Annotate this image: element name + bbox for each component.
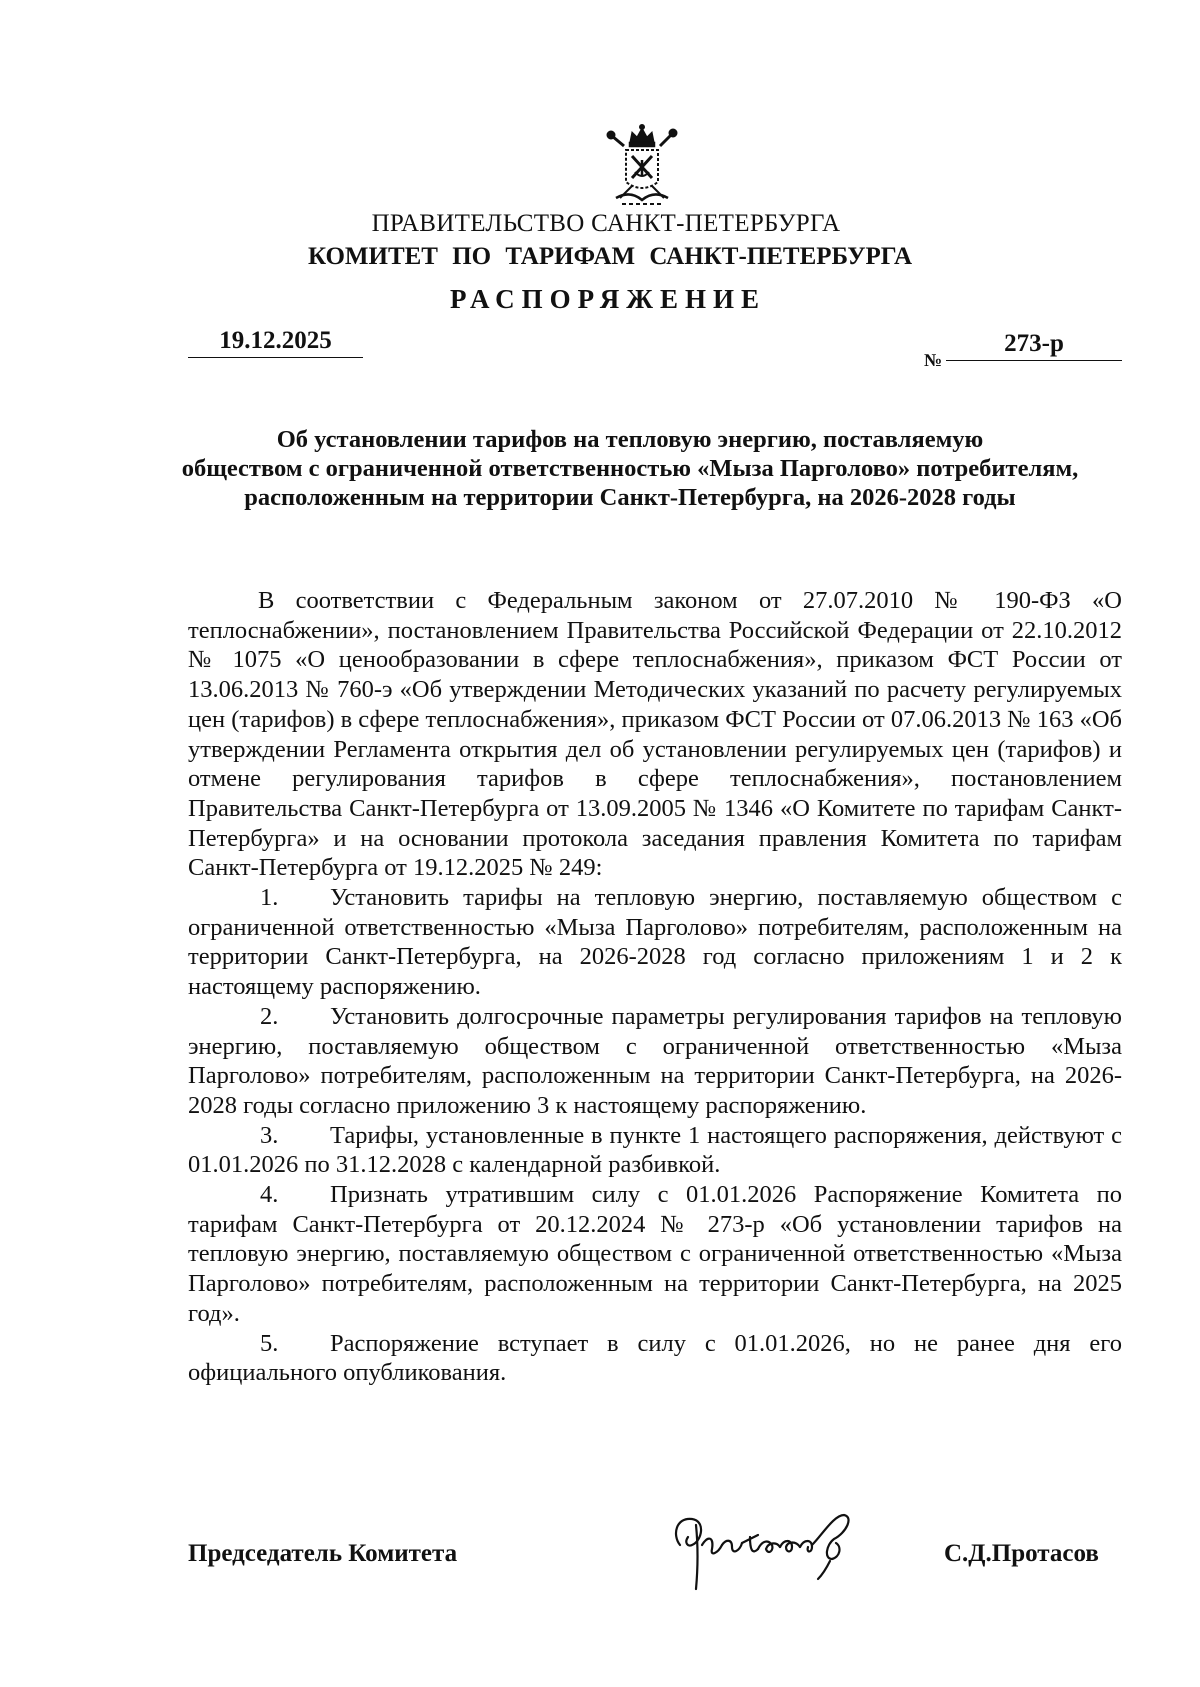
spb-coat-of-arms-icon — [602, 120, 682, 210]
item-text: Признать утратившим силу с 01.01.2026 Распоряжение Комитета по тарифам Санкт-Петербурга от 20.12.2024 № 273-р «Об установлении тарифов на тепловую энергию, поставляемую обществом с ограниченной ответственностью «Мыза Парголово» потребителям, расположенным на территории Санкт-Петербурга, на 2025 год». — [188, 1181, 1122, 1327]
signer-position: Председатель Комитета — [188, 1540, 458, 1567]
list-item — [188, 883, 1122, 1002]
document-title — [150, 425, 1110, 512]
document-number: 273-р — [946, 330, 1122, 361]
item-number: 2. — [260, 1002, 279, 1030]
list-item — [188, 1180, 1122, 1329]
title-line: Об установлении тарифов на тепловую энергию, поставляемую — [276, 426, 984, 453]
item-number: 4. — [260, 1181, 279, 1209]
government-heading: ПРАВИТЕЛЬСТВО САНКТ-ПЕТЕРБУРГА — [371, 210, 841, 237]
item-number: 3. — [260, 1121, 279, 1149]
document-body — [188, 586, 1122, 1388]
document-date: 19.12.2025 — [188, 327, 363, 358]
document-type-heading: РАСПОРЯЖЕНИЕ — [449, 284, 767, 314]
preamble-paragraph: В соответствии с Федеральным законом от 27.07.2010 № 190-ФЗ «О теплоснабжении», постановлением Правительства Российской Федерации от 22.10.2012 № 1075 «О ценообразовании в сфере теплоснабжения», приказом ФСТ России от 13.06.2013 № 760-э «Об утверждении Методических указаний по расчету регулируемых цен (тарифов) в сфере теплоснабжения», приказом ФСТ России от 07.06.2013 № 163 «Об утверждении Регламента открытия дел об установлении регулируемых цен (тарифов) и отмене регулирования тарифов в сфере теплоснабжения», постановлением Правительства Санкт-Петербурга от 13.09.2005 № 1346 «О Комитете по тарифам Санкт-Петербурга» и на основании протокола заседания правления Комитета по тарифам Санкт-Петербурга от 19.12.2025 № 249: — [188, 587, 1122, 882]
title-line: расположенным на территории Санкт-Петербурга, на 2026-2028 годы — [244, 484, 1016, 511]
item-text: Установить долгосрочные параметры регулирования тарифов на тепловую энергию, поставляемую обществом с ограниченной ответственностью «Мыза Парголово» потребителям, расположенным на территории Санкт-Петербурга, на 2026-2028 годы согласно приложению 3 к настоящему распоряжению. — [188, 1002, 1122, 1119]
list-item — [188, 1329, 1122, 1388]
list-item — [188, 1121, 1122, 1180]
item-text: Тарифы, установленные в пункте 1 настоящего распоряжения, действуют с 01.01.2026 по 31.12.2028 с календарной разбивкой. — [188, 1121, 1122, 1179]
item-text: Установить тарифы на тепловую энергию, поставляемую обществом с ограниченной ответственностью «Мыза Парголово» потребителям, расположенным на территории Санкт-Петербурга, на 2026-2028 год согласно приложениям 1 и 2 к настоящему распоряжению. — [188, 884, 1122, 1001]
signer-name: С.Д.Протасов — [944, 1540, 1099, 1567]
item-number: 5. — [260, 1329, 279, 1357]
list-item — [188, 1002, 1122, 1121]
title-line: обществом с ограниченной ответственностью «Мыза Парголово» потребителям, — [181, 455, 1079, 482]
committee-heading: КОМИТЕТ ПО ТАРИФАМ САНКТ-ПЕТЕРБУРГА — [307, 243, 913, 270]
item-text: Распоряжение вступает в силу с 01.01.2026, но не ранее дня его официального опубликования. — [188, 1329, 1122, 1387]
handwritten-signature-icon — [662, 1505, 902, 1595]
item-number: 1. — [260, 884, 279, 912]
number-sign: № — [924, 350, 943, 370]
